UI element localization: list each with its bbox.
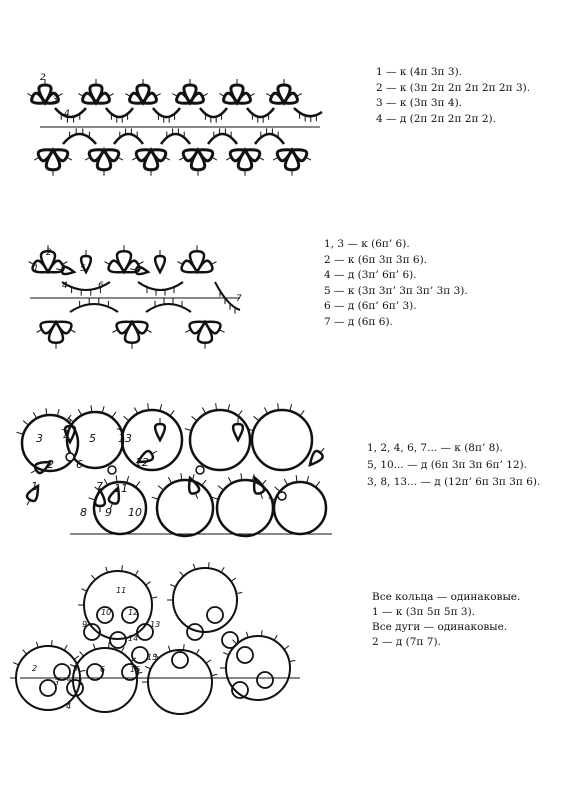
p2-label-6: 6 xyxy=(98,281,104,291)
picot xyxy=(36,642,38,648)
p2-label-4: 4 xyxy=(62,281,68,291)
picot xyxy=(289,660,295,661)
p1-legend-line: 1 — к (4п 3п 3). xyxy=(376,66,462,78)
p1-label-4: 4 xyxy=(64,109,70,119)
picot xyxy=(274,635,277,640)
p2-legend-line: 2 — к (6п 3п 3п 6). xyxy=(324,253,428,266)
picot xyxy=(193,564,195,570)
picot xyxy=(135,570,138,575)
pattern-4-legend xyxy=(372,590,520,650)
picot xyxy=(145,667,150,669)
p2-legend-line: 4 — д (3п’ 6п’ 6). xyxy=(324,269,417,281)
picot xyxy=(223,653,228,655)
picot xyxy=(81,589,86,591)
picot xyxy=(91,575,95,579)
p3-label-1: 1 xyxy=(31,480,38,493)
p4-legend-line: Все кольца — одинаковые. xyxy=(372,591,521,603)
p1-legend-line: 3 — к (3п 3п 4). xyxy=(376,97,462,109)
p4-label-13: 13 xyxy=(150,620,161,629)
p4-label-1: 1 xyxy=(78,678,84,687)
ring xyxy=(237,647,253,663)
ring xyxy=(222,632,238,648)
p2-legend-line: 7 — д (6п 6). xyxy=(324,315,393,328)
p2-legend-line: 5 — к (3п 3п’ 3п 3п’ 3п 3). xyxy=(324,284,468,297)
p3-label-8: 8 xyxy=(80,506,87,519)
p3-label-3: 3 xyxy=(36,432,43,445)
picot xyxy=(196,649,199,654)
p3-label-6: 6 xyxy=(76,458,83,471)
p3-label-10: 10 xyxy=(128,506,142,519)
p2-label-3: 3 xyxy=(60,264,66,274)
p4-label-3: 3 xyxy=(54,678,60,687)
p3-legend-line: 5, 10... — д (6п 3п 3п 6п’ 12). xyxy=(367,459,528,471)
picot xyxy=(108,642,109,648)
p2-legend-line: 1, 3 — к (6п’ 6). xyxy=(324,238,410,250)
p4-label-4: 4 xyxy=(66,702,72,711)
p3-label-4: 4 xyxy=(63,430,70,443)
picot xyxy=(261,630,262,636)
picot xyxy=(151,597,157,598)
picot xyxy=(183,644,184,650)
p1-legend-line: 2 — к (3п 2п 2п 2п 2п 2п 3). xyxy=(376,81,531,94)
chain-loop xyxy=(148,650,212,714)
ring xyxy=(132,647,148,663)
p2-label-2: 2 xyxy=(46,248,52,258)
picot xyxy=(221,567,224,572)
p2-legend-line: 6 — д (6п’ 6п’ 3). xyxy=(324,300,417,312)
p3-legend-line: 3, 8, 13... — д (12п’ 6п 3п 3п 6). xyxy=(367,476,541,488)
picot xyxy=(80,652,84,656)
picot xyxy=(106,567,108,573)
picot xyxy=(168,646,170,652)
p4-label-15: 15 xyxy=(147,653,158,662)
p4-label-6: 6 xyxy=(100,665,106,674)
picot xyxy=(208,562,209,568)
picot xyxy=(233,640,237,644)
p4-label-12: 12 xyxy=(128,608,139,617)
p1-label-3: 3 xyxy=(52,95,58,105)
p3-label-13: 13 xyxy=(118,432,132,445)
picot xyxy=(79,670,85,671)
p1-label-2: 2 xyxy=(40,73,46,83)
picot xyxy=(51,640,52,646)
picot xyxy=(170,585,175,587)
picot xyxy=(211,674,217,675)
p4-label-16: 16 xyxy=(130,665,141,674)
picot xyxy=(122,565,123,571)
p3-label-5: 5 xyxy=(89,432,96,445)
picot xyxy=(13,663,18,665)
picot xyxy=(23,650,27,654)
picot xyxy=(246,632,248,638)
ring xyxy=(207,607,223,623)
p3-label-12: 12 xyxy=(135,456,149,469)
picot xyxy=(284,646,289,649)
picot xyxy=(93,644,95,650)
picot xyxy=(206,660,211,663)
p4-legend-line: 1 — к (3п 5п 5п 3). xyxy=(372,606,476,618)
picot xyxy=(180,572,184,576)
p3-label-2: 2 xyxy=(47,458,54,471)
p2-label-1: 1 xyxy=(33,264,39,274)
picot xyxy=(64,645,67,650)
picot xyxy=(74,656,79,659)
p3-label-11: 11 xyxy=(114,482,128,495)
p2-label-7: 7 xyxy=(236,294,242,304)
p4-label-10: 10 xyxy=(101,608,112,617)
p4-legend-line: 2 — д (7п 7). xyxy=(372,636,441,648)
p4-label-2: 2 xyxy=(32,664,38,673)
p3-label-7: 7 xyxy=(96,480,103,493)
p4-label-5: 5 xyxy=(73,664,79,673)
p1-label-1: 1 xyxy=(30,95,36,105)
p4-legend-line: Все дуги — одинаковые. xyxy=(372,621,508,633)
chain-loop xyxy=(84,571,152,639)
picot xyxy=(146,582,151,585)
p1-legend-line: 4 — д (2п 2п 2п 2п 2). xyxy=(376,112,496,125)
p2-label-5: 5 xyxy=(80,264,86,274)
picot xyxy=(231,578,236,581)
ring xyxy=(172,652,188,668)
p4-label-14: 14 xyxy=(128,634,139,643)
ring xyxy=(257,672,273,688)
chain-loop xyxy=(173,568,237,632)
p3-legend-line: 1, 2, 4, 6, 7... — к (8п’ 8). xyxy=(367,442,503,454)
p4-label-9: 9 xyxy=(82,620,88,629)
picot xyxy=(236,592,242,593)
p4-label-11: 11 xyxy=(116,586,127,595)
p3-label-9: 9 xyxy=(105,506,112,519)
